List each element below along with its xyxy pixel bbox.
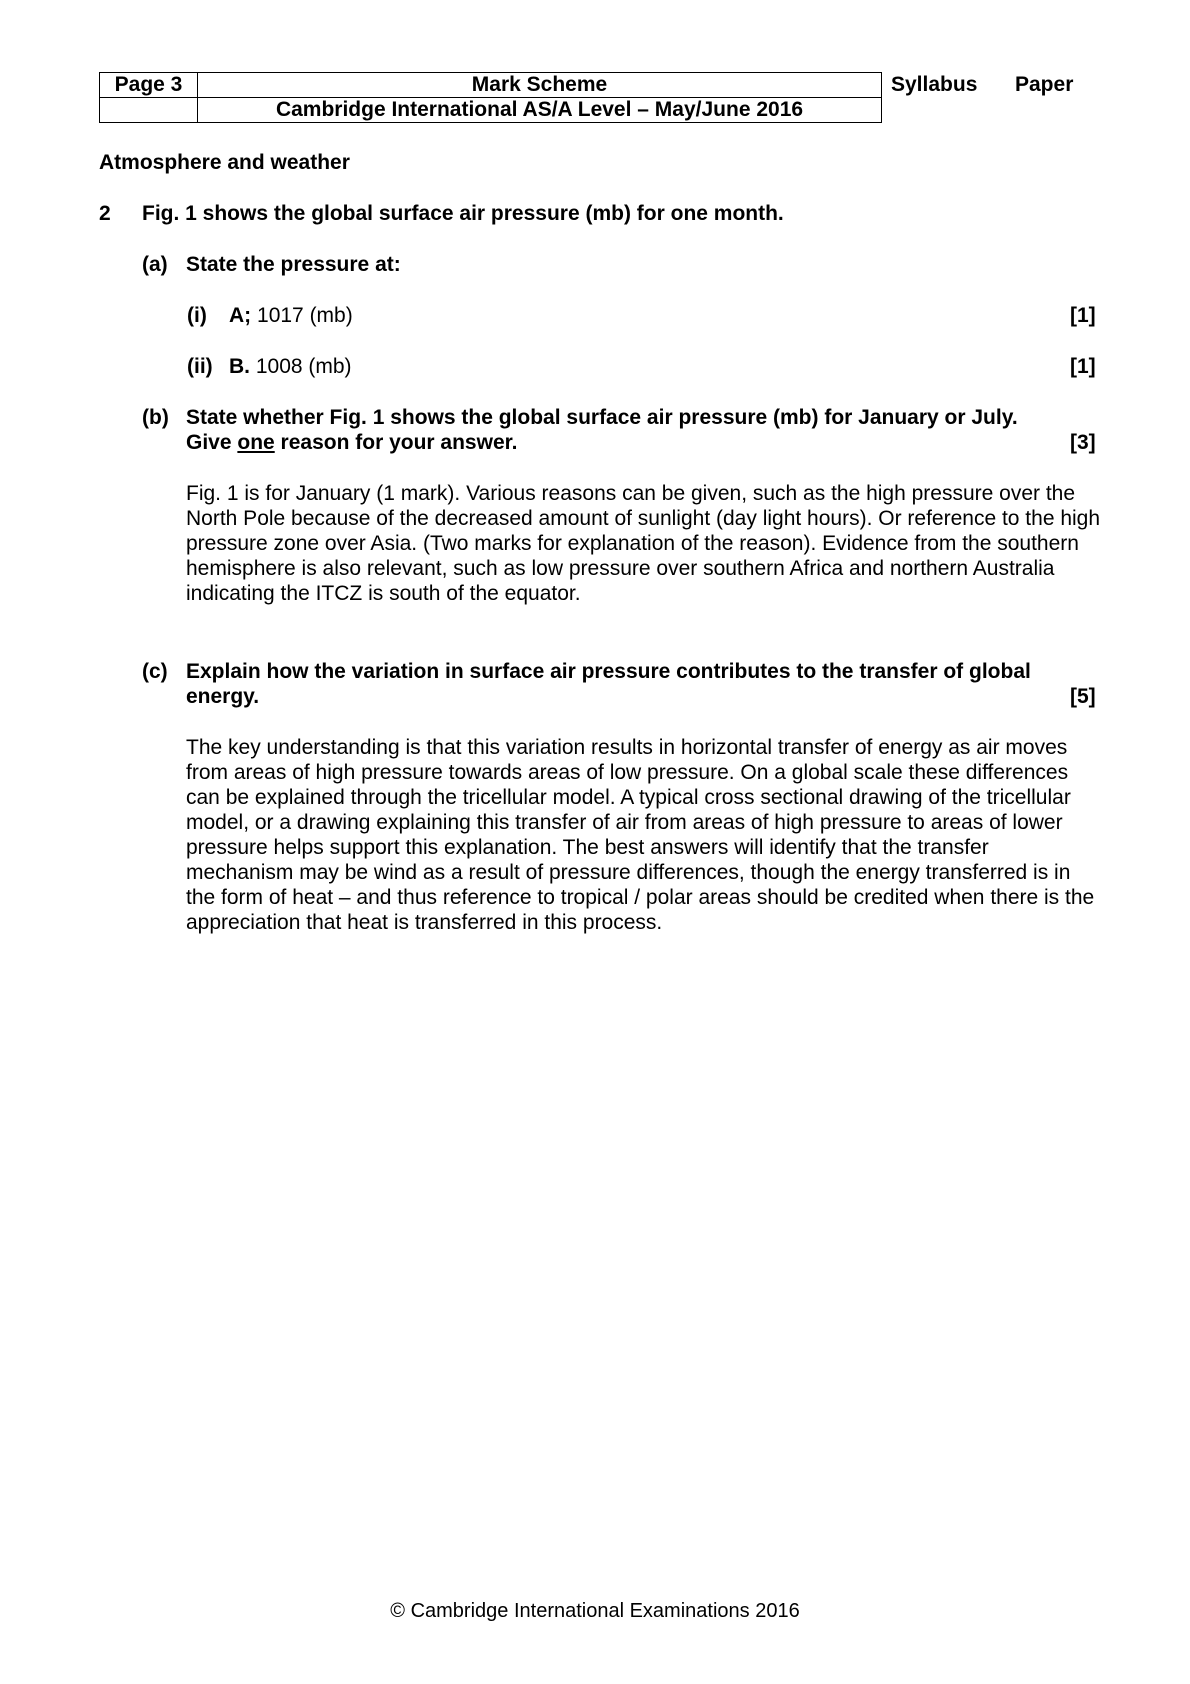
part-c-label: (c) [142, 660, 168, 683]
part-a-ii-mark: [1] [1070, 355, 1096, 378]
part-c-mark: [5] [1070, 685, 1096, 708]
part-a-label: (a) [142, 253, 168, 276]
part-c-answer: The key understanding is that this variation results in horizontal transfer of energy as air moves from areas of high pressure towards areas of low pressure. On a global scale these differences can be explained through the tricellular model. A typical cross sectional drawing of the tricellular model, or a drawing explaining this transfer of air from areas of high pressure to areas of lower pressure helps support this explanation. The best answers will identify that the transfer mechanism may be wind as a result of pressure differences, though the energy transferred is in the form of heat – and thus reference to tropical / polar areas should be credited when there is the appreciation that heat is transferred in this process. [186, 736, 1095, 934]
part-a-i-answer-line [229, 303, 353, 328]
part-b-line2-post: reason for your answer. [274, 431, 518, 454]
part-c-line1: Explain how the variation in surface air pressure contributes to the transfer of global [186, 660, 1031, 683]
part-a-ii-answer-line [229, 354, 352, 379]
part-a-i-label: (i) [187, 304, 207, 327]
header-syllabus: Syllabus [891, 73, 978, 96]
question-text: Fig. 1 shows the global surface air pressure (mb) for one month. [142, 202, 784, 225]
part-a-ii-point: B. [229, 355, 250, 378]
part-c-line2: energy. [186, 685, 260, 708]
part-b-answer: Fig. 1 is for January (1 mark). Various reasons can be given, such as the high pressure over the North Pole because of the decreased amount of sunlight (day light hours). Or reference to the high pressure zone over Asia. (Two marks for explanation of the reason). Evidence from the southern hemisphere is also relevant, such as low pressure over southern Africa and northern Australia indicating the ITCZ is south of the equator. [186, 482, 1101, 605]
part-a-i-answer: 1017 (mb) [257, 304, 353, 327]
header-empty-cell [100, 98, 198, 123]
part-b-label: (b) [142, 406, 169, 429]
header-subtitle: Cambridge International AS/A Level – May/June 2016 [198, 98, 882, 123]
part-b-line2 [186, 430, 517, 455]
part-b-mark: [3] [1070, 431, 1096, 454]
question-number: 2 [99, 202, 111, 225]
part-b-line2-underlined: one [237, 431, 275, 454]
header-table [99, 72, 882, 123]
part-b-line2-pre: Give [186, 431, 238, 454]
header-title: Mark Scheme [198, 73, 882, 98]
part-b-line1: State whether Fig. 1 shows the global surface air pressure (mb) for January or July. [186, 406, 1018, 429]
footer-copyright: © Cambridge International Examinations 2016 [390, 1600, 800, 1622]
header-paper: Paper [1015, 73, 1074, 96]
part-a-i-point: A; [229, 304, 252, 327]
section-title: Atmosphere and weather [99, 151, 350, 174]
part-a-i-mark: [1] [1070, 304, 1096, 327]
part-a-ii-answer: 1008 (mb) [255, 355, 352, 378]
part-a-ii-label: (ii) [187, 355, 213, 378]
header-page: Page 3 [100, 73, 198, 98]
part-a-text: State the pressure at: [186, 253, 401, 276]
